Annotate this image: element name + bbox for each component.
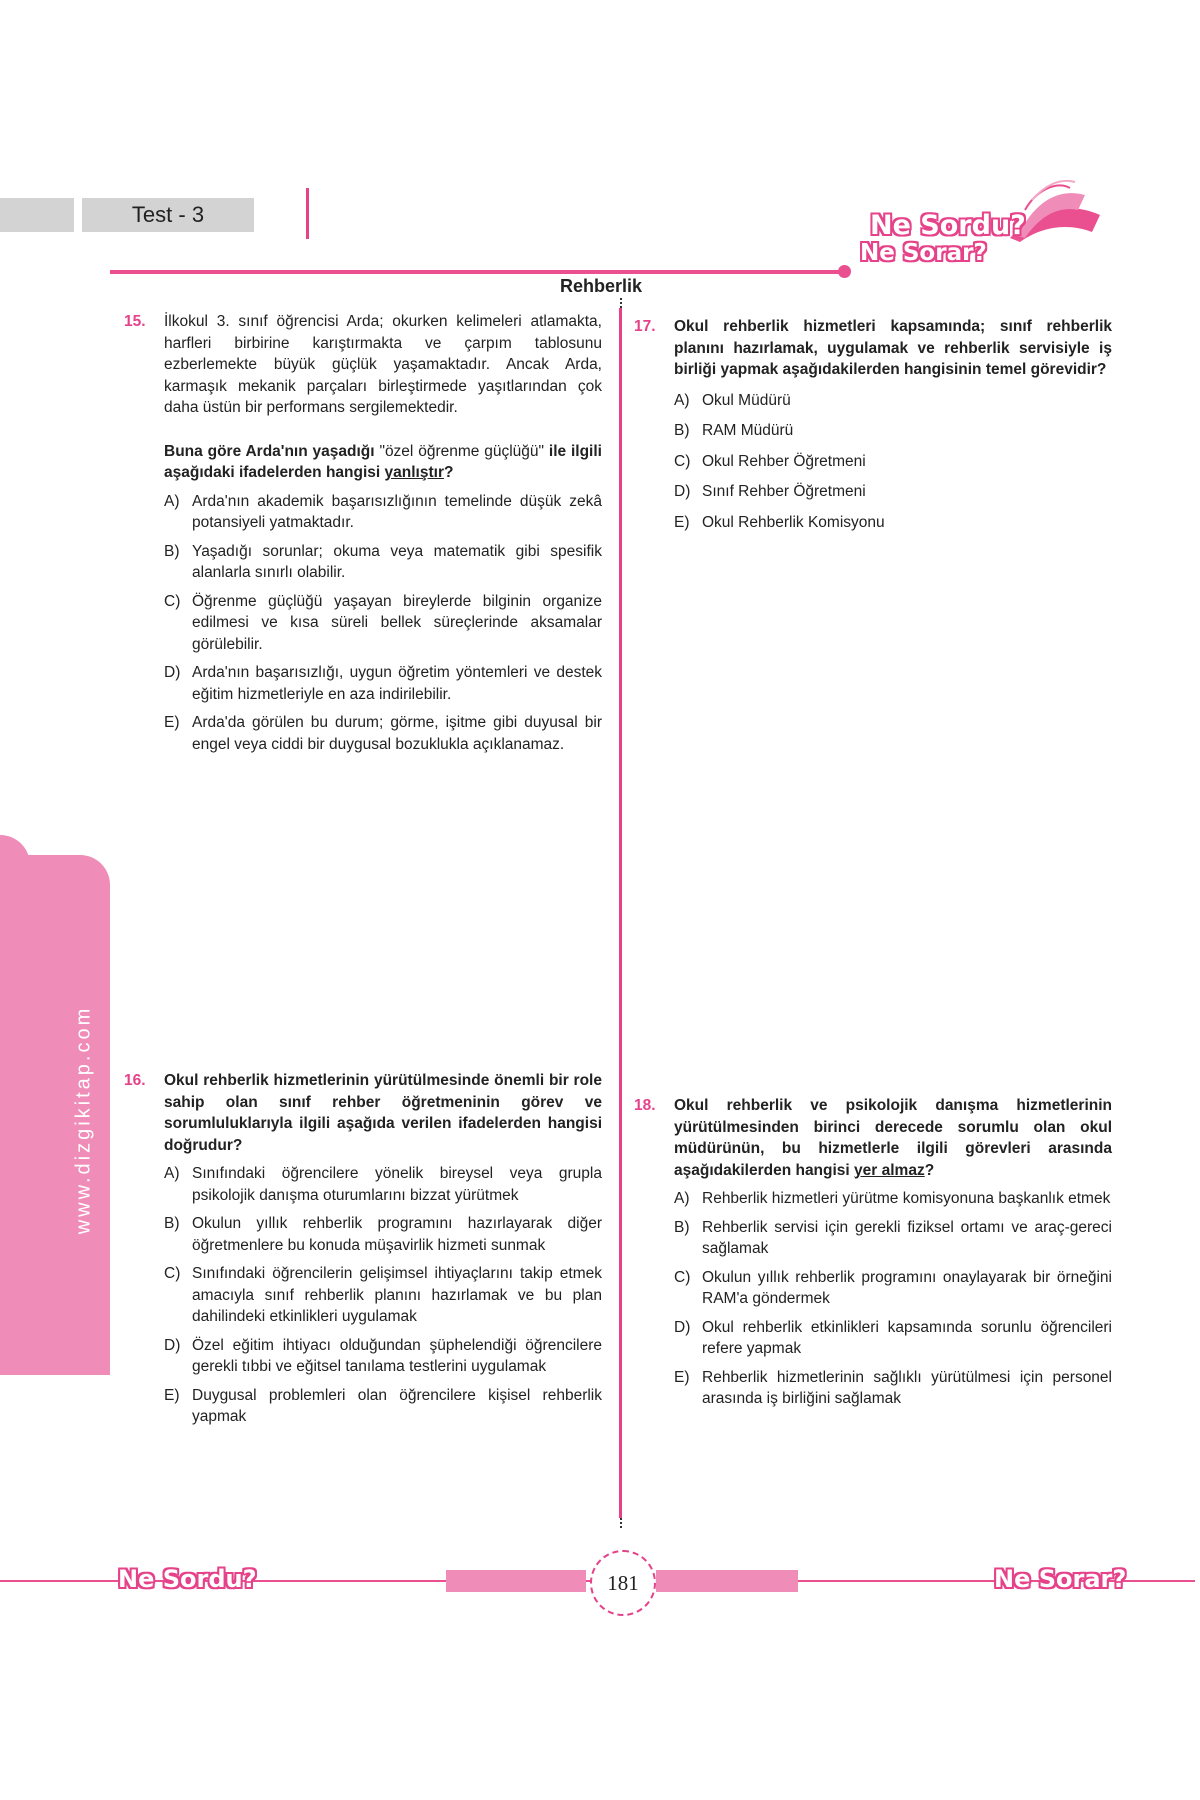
option-text: Okulun yıllık rehberlik programını onaylayarak bir örneğini RAM'a göndermek (702, 1268, 1112, 1307)
option-text: Duygusal problemleri olan öğrencilere kişisel rehberlik yapmak (192, 1386, 602, 1425)
option-text: Öğrenme güçlüğü yaşayan bireylerde bilginin organize edilmesi ve kısa süreli bellek süreçlerinde aksamalar görülebilir. (192, 592, 602, 653)
option-label: B) (164, 542, 180, 560)
column-divider-pink (619, 308, 622, 1518)
option-text: Sınıfındaki öğrencilere yönelik bireysel veya grupla psikolojik danışma oturumlarını bizzat yürütmek (192, 1165, 602, 1204)
option-text: Okulun yıllık rehberlik programını hazırlayarak diğer öğretmenlere bu konuda müşavirlik hizmeti sunmak (192, 1215, 602, 1254)
side-band-url: www.dizgikitap.com (72, 1005, 95, 1235)
option-label: C) (164, 592, 181, 610)
option-label: D) (164, 1336, 181, 1354)
option-d[interactable] (674, 481, 1112, 503)
header-rule-dot (838, 265, 851, 278)
option-label: A) (674, 1190, 690, 1207)
option-label: C) (674, 1268, 691, 1286)
option-text: Arda'nın akademik başarısızlığının temelinde düşük zekâ potansiyeli yatmaktadır. (192, 492, 602, 531)
option-d[interactable] (164, 662, 602, 705)
option-label: B) (674, 422, 690, 439)
option-c[interactable] (164, 1263, 602, 1328)
option-e[interactable] (674, 512, 1112, 534)
option-b[interactable] (674, 420, 1112, 442)
header-gray-bar (0, 198, 74, 232)
option-a[interactable] (164, 491, 602, 534)
option-text: RAM Müdürü (702, 422, 794, 439)
logo-line2: Ne Sorar? (860, 240, 987, 266)
header-divider (306, 188, 309, 239)
option-label: E) (674, 513, 690, 531)
footer-logo-left: Ne Sordu? (118, 1565, 257, 1593)
page-number: 181 (590, 1550, 656, 1616)
stem-part: Buna göre Arda'nın yaşadığı (164, 442, 380, 460)
option-label: B) (674, 1218, 690, 1236)
option-b[interactable] (164, 541, 602, 584)
test-label: Test - 3 (82, 198, 254, 232)
option-a[interactable] (674, 1188, 1112, 1210)
option-text: Özel eğitim ihtiyacı olduğundan şüphelendiği öğrencilere gerekli tıbbi ve eğitsel tanılama testlerini uygulamak (192, 1336, 602, 1375)
option-c[interactable] (674, 1267, 1112, 1310)
footer-bar-left (446, 1570, 586, 1592)
side-band (26, 855, 110, 1375)
option-a[interactable] (164, 1163, 602, 1206)
option-label: A) (674, 391, 690, 409)
option-d[interactable] (164, 1335, 602, 1378)
stem-part: ? (924, 1161, 935, 1179)
option-b[interactable] (164, 1213, 602, 1256)
option-label: E) (164, 1386, 180, 1404)
option-text: Arda'nın başarısızlığı, uygun öğretim yöntemleri ve destek eğitim hizmetleriyle en aza indirilebilir. (192, 664, 602, 703)
option-c[interactable] (674, 451, 1112, 473)
stem-quote: "özel öğrenme güçlüğü" (379, 442, 545, 460)
option-e[interactable] (164, 712, 602, 755)
option-text: Okul Müdürü (702, 391, 791, 409)
stem-part: Okul rehberlik ve psikolojik danışma hizmetlerinin yürütülmesinden birinci derecede sorumlu olan okul müdürünün, bu hizmetlerle ilgili görevleri arasında aşağıdakilerden hangisi (674, 1097, 1112, 1179)
question-number: 16. (124, 1072, 146, 1089)
question-stem: Okul rehberlik hizmetlerinin yürütülmesinde önemli bir role sahip olan sınıf rehber öğretmeninin görev ve sorumluluklarıyla ilgili aşağıda verilen ifadelerden hangisi doğrudur? (164, 1072, 602, 1154)
logo-line1: Ne Sordu? (870, 210, 1026, 241)
option-label: A) (164, 492, 180, 510)
question-18 (634, 1095, 1112, 1410)
option-label: E) (164, 714, 180, 731)
section-title: Rehberlik (560, 276, 643, 296)
stem-part: ? (443, 464, 454, 481)
question-text: İlkokul 3. sınıf öğrencisi Arda; okurken kelimeleri atlamakta, harfleri birbirine karıştırmakta ve çarpım tablosunu ezberlemekte büyük güçlük yaşamaktadır. Ancak Arda, karmaşık mekanik parçaları birleştirmede yaşıtlarından çok daha üstün bir performans sergilemektedir. (164, 313, 602, 416)
stem-underlined: yanlıştır (384, 464, 444, 481)
question-16 (124, 1070, 602, 1428)
option-label: C) (674, 452, 691, 470)
question-17 (634, 316, 1112, 533)
option-text: Yaşadığı sorunlar; okuma veya matematik gibi spesifik alanlarla sınırlı olabilir. (192, 542, 602, 581)
option-text: Sınıfındaki öğrencilerin gelişimsel ihtiyaçlarını takip etmek amacıyla sınıf rehberlik planını hazırlamak ve bu plan dahilindeki etkinlikleri uygulamak (192, 1265, 602, 1325)
option-label: A) (164, 1165, 180, 1182)
question-stem (164, 441, 602, 484)
option-e[interactable] (674, 1367, 1112, 1410)
option-label: B) (164, 1215, 180, 1232)
option-c[interactable] (164, 591, 602, 656)
option-b[interactable] (674, 1217, 1112, 1260)
stem-part: ile ilgili aşağıdaki ifadelerden hangisi (164, 442, 602, 481)
option-text: Okul Rehberlik Komisyonu (702, 513, 885, 531)
footer-logo-right: Ne Sorar? (994, 1565, 1127, 1593)
option-text: Sınıf Rehber Öğretmeni (702, 483, 866, 500)
option-text: Okul rehberlik etkinlikleri kapsamında sorunlu öğrencileri refere yapmak (702, 1318, 1112, 1357)
option-text: Okul Rehber Öğretmeni (702, 452, 866, 470)
question-number: 15. (124, 313, 146, 330)
option-text: Rehberlik hizmetlerinin sağlıklı yürütülmesi için personel arasında iş birliğini sağlamak (702, 1368, 1112, 1407)
question-stem: Okul rehberlik hizmetleri kapsamında; sınıf rehberlik planını hazırlamak, uygulamak ve rehberlik servisiyle iş birliği yapmak aşağıdakilerden hangisinin temel görevidir? (674, 318, 1112, 378)
header-rule (110, 270, 840, 274)
question-15 (124, 311, 602, 755)
option-text: Arda'da görülen bu durum; görme, işitme gibi duyusal bir engel veya ciddi bir duygusal bozuklukla açıklanamaz. (192, 714, 602, 753)
option-text: Rehberlik servisi için gerekli fiziksel ortamı ve araç-gereci sağlamak (702, 1218, 1112, 1257)
option-label: E) (674, 1368, 690, 1386)
footer-bar-right (656, 1570, 798, 1592)
option-d[interactable] (674, 1317, 1112, 1360)
option-label: D) (674, 483, 691, 500)
option-a[interactable] (674, 390, 1112, 412)
option-label: D) (674, 1318, 691, 1336)
option-e[interactable] (164, 1385, 602, 1428)
question-stem (674, 1095, 1112, 1181)
question-number: 17. (634, 318, 656, 335)
question-number: 18. (634, 1097, 656, 1114)
option-label: D) (164, 664, 181, 681)
option-label: C) (164, 1265, 181, 1282)
stem-underlined: yer almaz (854, 1161, 925, 1179)
option-text: Rehberlik hizmetleri yürütme komisyonuna başkanlık etmek (702, 1190, 1111, 1207)
